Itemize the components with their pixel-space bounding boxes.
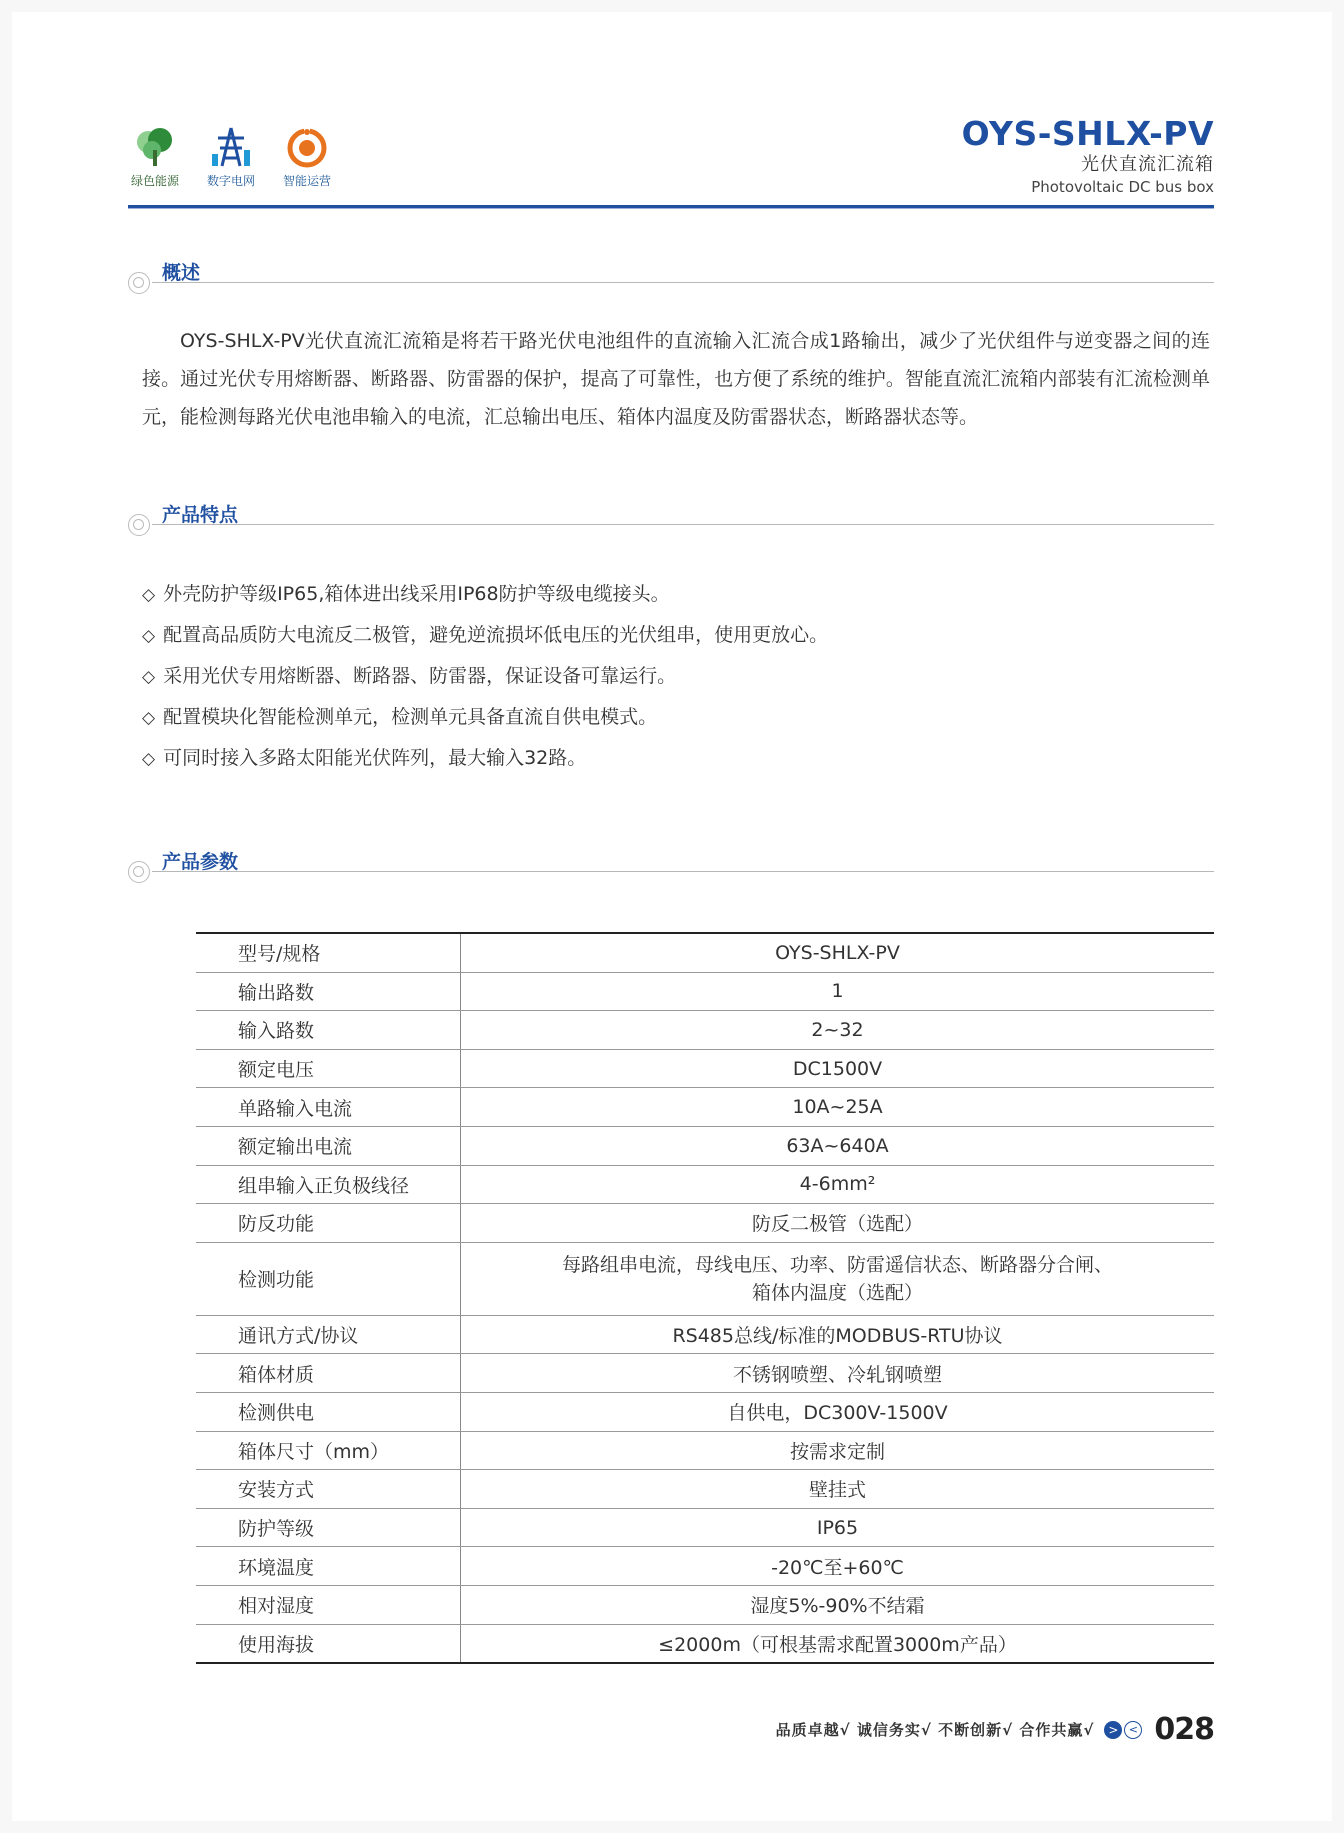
product-name-en: Photovoltaic DC bus box <box>1031 178 1214 196</box>
list-item: ◇ 外壳防护等级IP65,箱体进出线采用IP68防护等级电缆接头。 <box>142 583 670 605</box>
param-value: 按需求定制 <box>461 1431 1215 1470</box>
param-value: 63A~640A <box>461 1126 1215 1165</box>
page <box>12 12 1332 1821</box>
param-name: 额定输出电流 <box>196 1126 461 1165</box>
param-name: 检测功能 <box>196 1242 461 1315</box>
table-row <box>196 1624 1214 1663</box>
page-footer <box>776 1712 1214 1747</box>
next-page-icon[interactable]: > <box>1104 1721 1122 1739</box>
table-row <box>196 972 1214 1011</box>
section-features-heading <box>128 500 1214 540</box>
diamond-bullet-icon: ◇ <box>142 708 156 728</box>
param-name: 输入路数 <box>196 1011 461 1050</box>
table-row <box>196 1165 1214 1204</box>
list-item: ◇ 配置高品质防大电流反二极管，避免逆流损坏低电压的光伏组串，使用更放心。 <box>142 624 829 646</box>
table-row <box>196 1204 1214 1243</box>
section-title: 产品参数 <box>162 851 239 873</box>
param-name: 额定电压 <box>196 1049 461 1088</box>
table-row <box>196 1431 1214 1470</box>
param-name: 单路输入电流 <box>196 1088 461 1127</box>
param-value: 2~32 <box>461 1011 1215 1050</box>
list-item: ◇ 配置模块化智能检测单元，检测单元具备直流自供电模式。 <box>142 706 658 728</box>
table-row <box>196 933 1214 972</box>
param-name: 使用海拔 <box>196 1624 461 1663</box>
param-name: 安装方式 <box>196 1470 461 1509</box>
diamond-bullet-icon: ◇ <box>142 585 156 605</box>
table-row <box>196 1011 1214 1050</box>
param-value: 每路组串电流，母线电压、功率、防雷遥信状态、断路器分合闸、 箱体内温度（选配） <box>461 1242 1215 1315</box>
param-value: -20℃至+60℃ <box>461 1547 1215 1586</box>
table-row <box>196 1392 1214 1431</box>
section-title: 概述 <box>162 262 201 284</box>
prev-page-icon[interactable]: < <box>1124 1721 1142 1739</box>
logo-group <box>128 124 334 189</box>
logo-smart-ops <box>280 124 334 189</box>
param-name: 防护等级 <box>196 1508 461 1547</box>
param-name: 箱体尺寸（mm） <box>196 1431 461 1470</box>
section-divider <box>152 524 1214 525</box>
param-name: 输出路数 <box>196 972 461 1011</box>
circle-bullet-icon <box>128 861 150 883</box>
param-value: 1 <box>461 972 1215 1011</box>
feature-list <box>142 574 828 779</box>
list-item: ◇ 采用光伏专用熔断器、断路器、防雷器，保证设备可靠运行。 <box>142 665 677 687</box>
param-name: 防反功能 <box>196 1204 461 1243</box>
table-row <box>196 1354 1214 1393</box>
param-value: 壁挂式 <box>461 1470 1215 1509</box>
table-row <box>196 1585 1214 1624</box>
table-row <box>196 1088 1214 1127</box>
table-row <box>196 1508 1214 1547</box>
param-name: 型号/规格 <box>196 933 461 972</box>
section-params-heading <box>128 847 1214 887</box>
param-name: 环境温度 <box>196 1547 461 1586</box>
param-value: 4-6mm² <box>461 1165 1215 1204</box>
model-title: OYS-SHLX-PV <box>961 114 1214 153</box>
table-row <box>196 1126 1214 1165</box>
table-row <box>196 1242 1214 1315</box>
diamond-bullet-icon: ◇ <box>142 626 156 646</box>
diamond-bullet-icon: ◇ <box>142 667 156 687</box>
table-row <box>196 1315 1214 1354</box>
param-value: 不锈钢喷塑、冷轧钢喷塑 <box>461 1354 1215 1393</box>
param-value: ≤2000m（可根基需求配置3000m产品） <box>461 1624 1215 1663</box>
param-name: 组串输入正负极线径 <box>196 1165 461 1204</box>
param-value: 10A~25A <box>461 1088 1215 1127</box>
logo-label: 数字电网 <box>206 174 255 188</box>
overview-paragraph: OYS-SHLX-PV光伏直流汇流箱是将若干路光伏电池组件的直流输入汇流合成1路输出，减少了光伏组件与逆变器之间的连接。通过光伏专用熔断器、断路器、防雷器的保护，提高了可靠性，也方便了系统的维护。智能直流汇流箱内部装有汇流检测单元，能检测每路光伏电池串输入的电流，汇总输出电压、箱体内温度及防雷器状态，断路器状态等。 <box>142 330 1210 428</box>
logo-label: 绿色能源 <box>130 174 179 188</box>
param-value: DC1500V <box>461 1049 1215 1088</box>
param-value: OYS-SHLX-PV <box>461 933 1215 972</box>
param-name: 相对湿度 <box>196 1585 461 1624</box>
list-item: ◇ 可同时接入多路太阳能光伏阵列，最大输入32路。 <box>142 747 587 769</box>
table-row <box>196 1470 1214 1509</box>
param-name: 箱体材质 <box>196 1354 461 1393</box>
section-overview-heading <box>128 258 1214 298</box>
param-value: 湿度5%-90%不结霜 <box>461 1585 1215 1624</box>
param-name: 检测供电 <box>196 1392 461 1431</box>
smart-ops-icon <box>284 124 330 170</box>
param-value: 自供电，DC300V-1500V <box>461 1392 1215 1431</box>
diamond-bullet-icon: ◇ <box>142 749 156 769</box>
logo-green-energy <box>128 124 182 189</box>
page-number: 028 <box>1154 1712 1214 1747</box>
section-divider <box>152 282 1214 283</box>
table-row <box>196 1049 1214 1088</box>
logo-label: 智能运营 <box>282 174 331 188</box>
param-value: 防反二极管（选配） <box>461 1204 1215 1243</box>
page-nav <box>1104 1721 1142 1739</box>
logo-digital-grid <box>204 124 258 189</box>
section-title: 产品特点 <box>162 504 239 526</box>
table-row <box>196 1547 1214 1586</box>
power-tower-icon <box>208 124 254 170</box>
circle-bullet-icon <box>128 272 150 294</box>
product-name-cn: 光伏直流汇流箱 <box>1081 154 1214 175</box>
slogan: 品质卓越√ 诚信务实√ 不断创新√ 合作共赢√ <box>775 1721 1095 1739</box>
header-divider <box>128 205 1214 209</box>
param-value: IP65 <box>461 1508 1215 1547</box>
spec-table <box>196 932 1214 1664</box>
tree-icon <box>132 124 178 170</box>
section-divider <box>152 871 1214 872</box>
circle-bullet-icon <box>128 514 150 536</box>
param-value: RS485总线/标准的MODBUS-RTU协议 <box>461 1315 1215 1354</box>
param-name: 通讯方式/协议 <box>196 1315 461 1354</box>
title-block <box>962 114 1214 198</box>
